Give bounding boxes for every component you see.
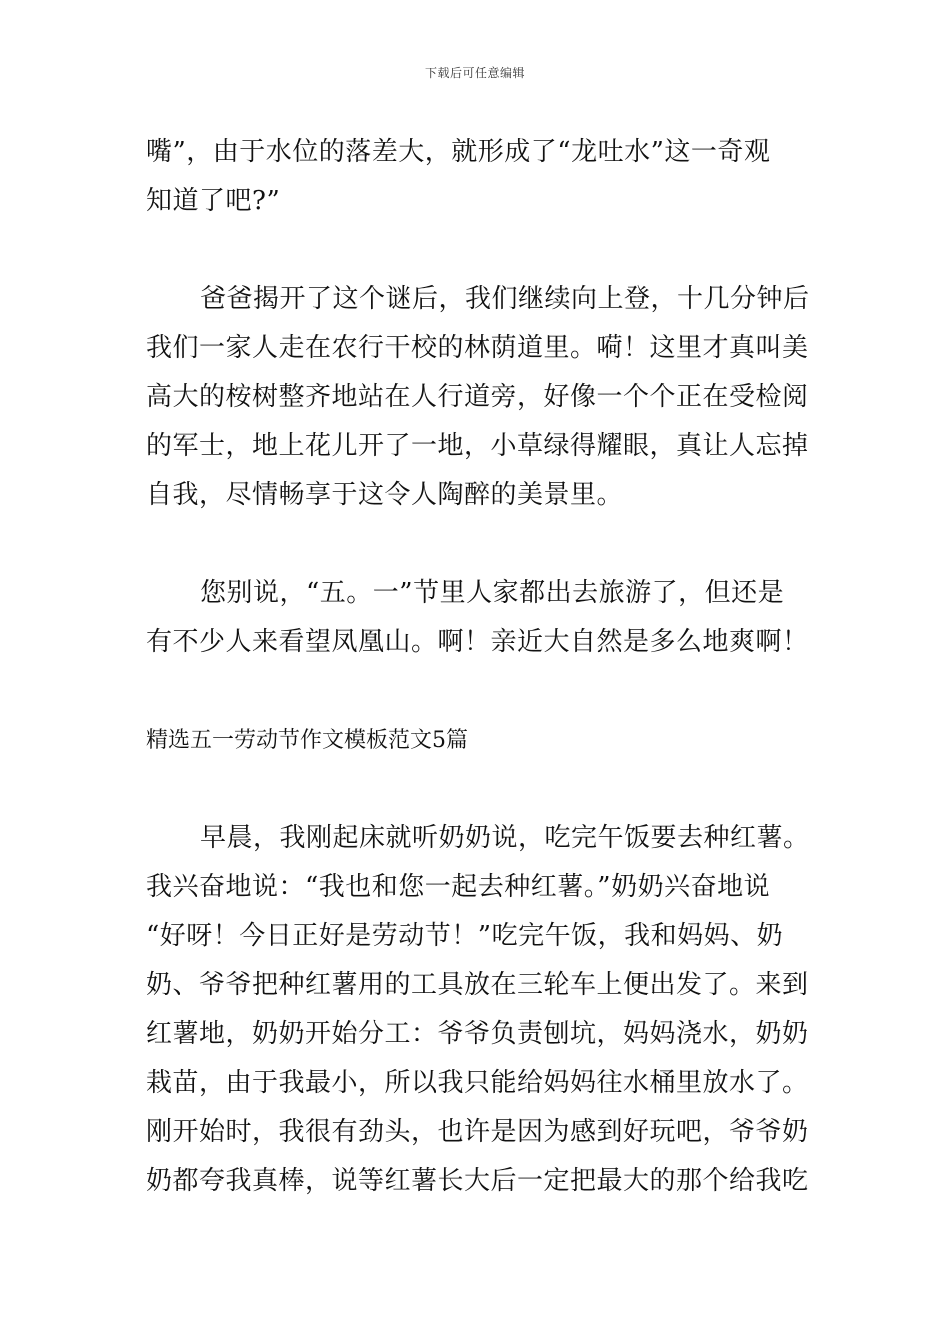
text-line: 奶都夸我真棒，说等红薯长大后一定把最大的那个给我吃 [146,1166,809,1196]
section-title: 精选五一劳动节作文模板范文5篇 [146,728,468,753]
text-line: 栽苗，由于我最小，所以我只能给妈妈往水桶里放水了。 [146,1068,809,1098]
text-line: 爸爸揭开了这个谜后，我们继续向上登，十几分钟后 [200,284,810,314]
document-body [146,128,811,1206]
text-line: 刚开始时，我很有劲头，也许是因为感到好玩吧，爷爷奶 [146,1117,809,1147]
text-line: 我们一家人走在农行干校的林荫道里。嗬！这里才真叫美 [146,333,809,363]
paragraph [146,128,811,226]
page-header: 下载后可任意编辑 [424,66,525,80]
text-line: 有不少人来看望凤凰山。啊！亲近大自然是多么地爽啊！ [146,627,809,657]
text-line: 红薯地，奶奶开始分工：爷爷负责刨坑，妈妈浇水，奶奶 [146,1019,809,1049]
paragraph [146,569,811,667]
paragraph [146,275,811,520]
text-line: 嘴”，由于水位的落差大，就形成了“龙吐水”这一奇观 [146,137,771,167]
text-line: 知道了吧?” [146,186,281,216]
text-line: 高大的桉树整齐地站在人行道旁，好像一个个正在受检阅 [146,382,809,412]
text-line: 我兴奋地说：“我也和您一起去种红薯。”奶奶兴奋地说 [146,872,771,902]
text-line: 自我，尽情畅享于这令人陶醉的美景里。 [146,480,624,510]
text-line: 的军士，地上花儿开了一地，小草绿得耀眼，真让人忘掉 [146,431,809,461]
essay-paragraph [146,814,811,1206]
text-line: 奶、爷爷把种红薯用的工具放在三轮车上便出发了。来到 [146,970,809,1000]
text-line: “好呀！今日正好是劳动节！”吃完午饭，我和妈妈、奶 [146,921,784,951]
text-line: 您别说，“五。一”节里人家都出去旅游了，但还是 [200,578,785,608]
text-line: 早晨，我刚起床就听奶奶说，吃完午饭要去种红薯。 [200,823,810,853]
